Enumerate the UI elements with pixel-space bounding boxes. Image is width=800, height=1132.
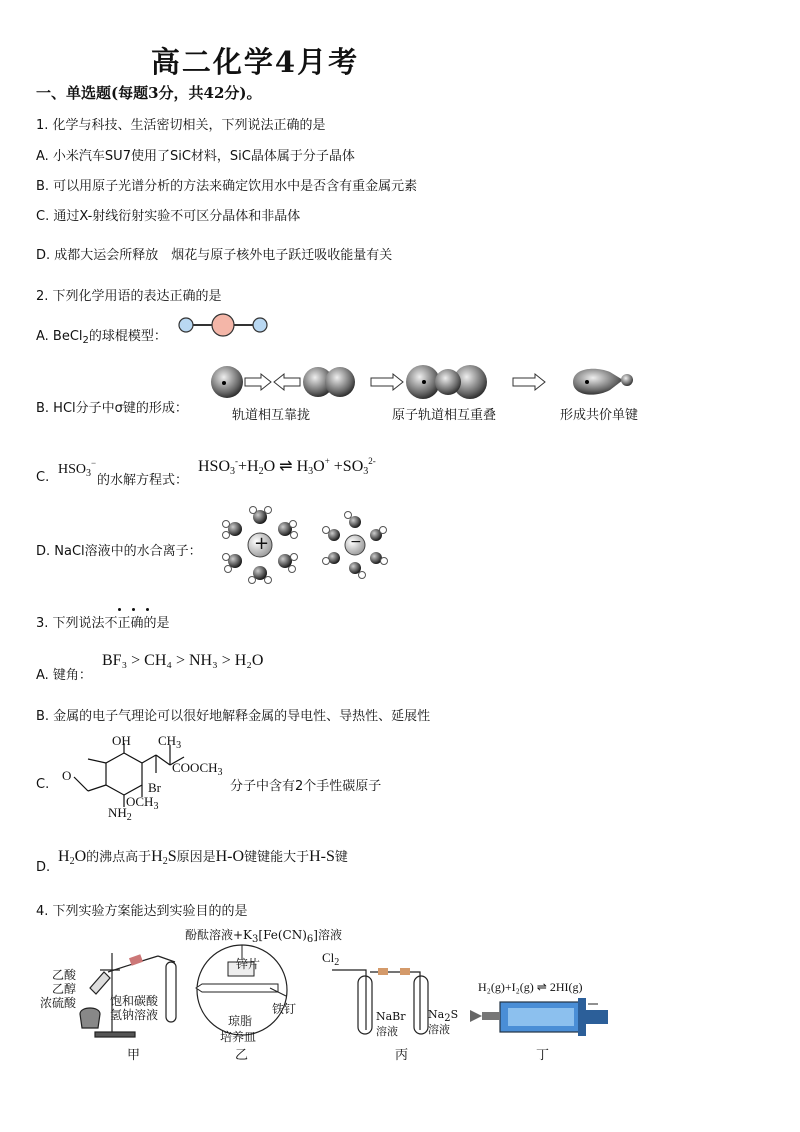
label-na2s-solution: 溶液 bbox=[428, 1023, 450, 1036]
caption-yi: 乙 bbox=[235, 1048, 249, 1063]
label-acetic-acid: 乙酸 bbox=[52, 968, 77, 982]
q3-option-a-label: A. 键角： bbox=[36, 668, 92, 683]
q3-option-c-label: C. bbox=[36, 777, 50, 792]
q2-a-label: A. BeCl bbox=[36, 329, 83, 344]
q2-option-a: A. BeCl$_2$的球棍模型： bbox=[36, 329, 167, 346]
label-na-bicarbonate-2: 氢钠溶液 bbox=[110, 1008, 159, 1022]
label-sulfuric-acid: 浓硫酸 bbox=[40, 996, 77, 1010]
q3-option-b: B. 金属的电子气理论可以很好地解释金属的导电性、导热性、延展性 bbox=[36, 709, 431, 724]
sigma-step2-caption: 原子轨道相互重叠 bbox=[392, 408, 497, 423]
equilibrium-equation: H₂(g)+I₂(g) ⇌ 2HI(g) bbox=[478, 980, 583, 994]
label-reagent-solution: 酚酞溶液$+K_3[Fe(CN)_6]$溶液 bbox=[185, 928, 342, 945]
q3-c-text: 分子中含有2个手性碳原子 bbox=[230, 779, 382, 794]
och3-group: $OCH_3$ bbox=[126, 794, 159, 812]
q2-stem: 2. 下列化学用语的表达正确的是 bbox=[36, 289, 222, 304]
caption-jia: 甲 bbox=[127, 1048, 141, 1063]
emphasis-dot bbox=[146, 608, 149, 611]
label-agar: 琼脂 bbox=[228, 1014, 253, 1028]
cooch3-group: $COOCH_3$ bbox=[172, 760, 223, 778]
label-nabr-solution: 溶液 bbox=[376, 1025, 398, 1038]
q1-stem: 1. 化学与科技、生活密切相关，下列说法正确的是 bbox=[36, 118, 326, 133]
q1-option-d: D. 成都大运会所释放 烟花与原子核外电子跃迁吸收能量有关 bbox=[36, 248, 393, 263]
q1-option-a: A. 小米汽车SU7使用了SiC材料，SiC晶体属于分子晶体 bbox=[36, 149, 355, 164]
page-title: 高二化学4月考 bbox=[150, 45, 360, 79]
becl2-ball-stick-model bbox=[170, 310, 280, 340]
section-heading: 一、单选题(每题3分，共42分)。 bbox=[36, 84, 262, 102]
q1-option-c: C. 通过X-射线衍射实验不可区分晶体和非晶体 bbox=[36, 209, 301, 224]
caption-ding: 丁 bbox=[536, 1048, 550, 1063]
hcl-sigma-bond-diagram bbox=[205, 358, 645, 408]
label-nabr: NaBr bbox=[376, 1010, 406, 1023]
q3-stem: 3. 下列说法不正确的是 bbox=[36, 616, 170, 631]
label-na-bicarbonate: 饱和碳酸 bbox=[110, 994, 159, 1008]
caption-bing: 丙 bbox=[395, 1048, 409, 1063]
label-ethanol: 乙醇 bbox=[52, 982, 77, 996]
hso3-ion: $HSO_3^-$ bbox=[58, 458, 97, 479]
label-chlorine: $Cl_2$ bbox=[322, 950, 340, 968]
hydrolysis-equation: $HSO_3^-+H_2O$ ⇌ $H_3O^+ +SO_3^{2-}$ bbox=[198, 456, 376, 477]
nh2-group: $NH_2$ bbox=[108, 805, 132, 823]
sigma-step1-caption: 轨道相互靠拢 bbox=[232, 408, 311, 423]
q2-option-c-label: C. bbox=[36, 470, 50, 485]
ch3-group: $CH_3$ bbox=[158, 733, 182, 751]
lactone-o: O bbox=[62, 768, 72, 783]
label-na2s: Na2S bbox=[428, 1008, 459, 1024]
emphasis-dot bbox=[132, 608, 135, 611]
cation-plus-sign: + bbox=[254, 533, 270, 554]
hydrated-ions-diagram bbox=[215, 505, 400, 585]
anion-minus-sign: − bbox=[350, 534, 362, 550]
emphasis-dot bbox=[118, 608, 121, 611]
label-petri-dish: 培养皿 bbox=[220, 1030, 257, 1044]
q1-option-b: B. 可以用原子光谱分析的方法来确定饮用水中是否含有重金属元素 bbox=[36, 179, 418, 194]
q2-option-b: B. HCl分子中σ键的形成： bbox=[36, 401, 188, 416]
sigma-step3-caption: 形成共价单键 bbox=[560, 408, 639, 423]
apparatus-ding-syringe bbox=[470, 996, 610, 1041]
label-zinc: 锌片 bbox=[236, 957, 261, 971]
q3-option-d: $H_2O$的沸点高于$H_2S$原因是H-O键键能大于H-S键 bbox=[58, 848, 348, 867]
bond-angle-expression: BF₃ > CH₄ > NH₃ > H₂O bbox=[102, 652, 264, 669]
q4-stem: 4. 下列实验方案能达到实验目的的是 bbox=[36, 904, 248, 919]
q2-c-text: 的水解方程式： bbox=[97, 473, 189, 488]
q2-option-d: D. NaCl溶液中的水合离子： bbox=[36, 544, 202, 559]
q3-option-d-label: D. bbox=[36, 860, 51, 875]
label-iron-nail: 铁钉 bbox=[272, 1002, 297, 1016]
br-group: Br bbox=[148, 780, 161, 795]
oh-group: OH bbox=[112, 733, 131, 748]
